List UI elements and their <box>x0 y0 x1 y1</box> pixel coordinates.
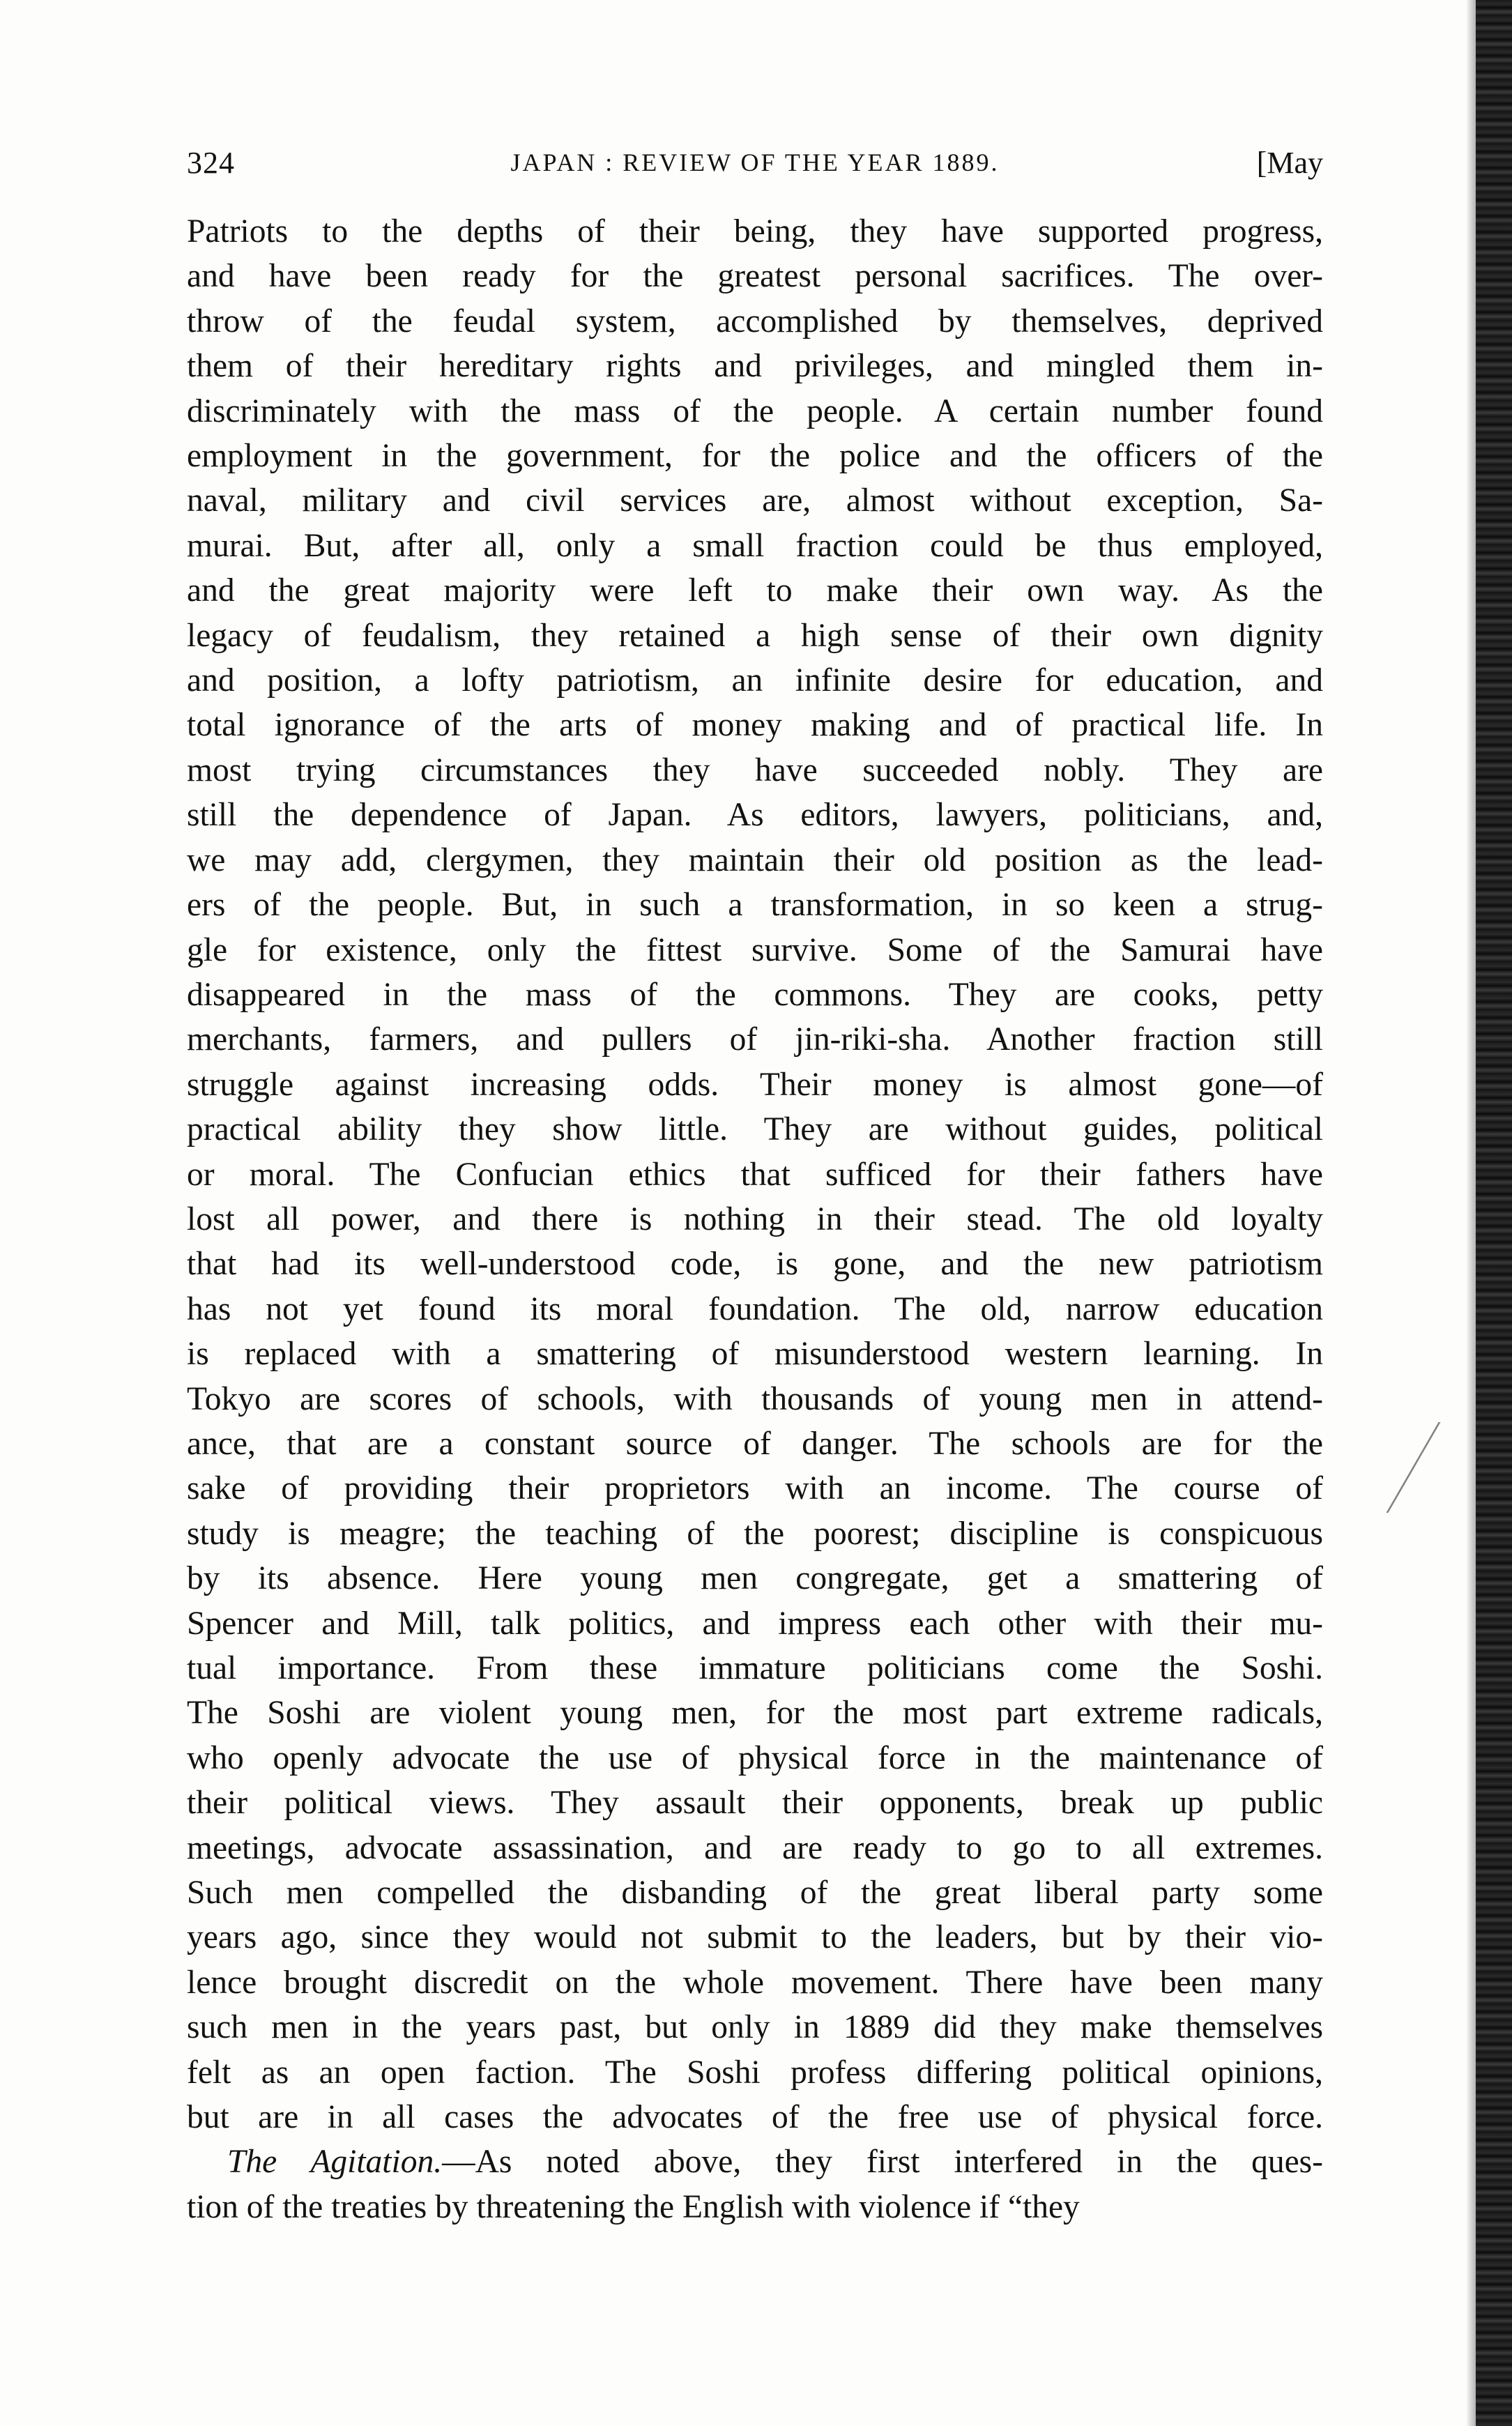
text-line: or moral. The Confucian ethics that sufficed for their fathers have <box>187 1156 1323 1193</box>
text-line: Such men compelled the disbanding of the great liberal party some <box>187 1875 1323 1912</box>
text-line: murai. But, after all, only a small fraction could be thus employed, <box>187 527 1323 564</box>
text-line: but are in all cases the advocates of the free use of physical force. <box>187 2099 1323 2136</box>
page-number: 324 <box>187 146 235 180</box>
body-text <box>187 209 1323 2229</box>
text-line: employment in the government, for the police and the officers of the <box>187 438 1323 475</box>
scan-edge-shadow <box>1466 0 1476 2426</box>
text-line: lence brought discredit on the whole movement. There have been many <box>187 1964 1323 2001</box>
text-line: tion of the treaties by threatening the English with violence if “they <box>187 2188 1080 2225</box>
text-line: them of their hereditary rights and privileges, and mingled them in- <box>187 348 1323 385</box>
page-header <box>187 145 1323 187</box>
text-line: disappeared in the mass of the commons. They are cooks, petty <box>187 976 1323 1013</box>
text-line: discriminately with the mass of the people. A certain number found <box>187 392 1323 429</box>
text-line: Spencer and Mill, talk politics, and impress each other with their mu- <box>187 1605 1323 1642</box>
text-line: Tokyo are scores of schools, with thousands of young men in attend- <box>187 1380 1323 1417</box>
text-line: we may add, clergymen, they maintain their old position as the lead- <box>187 841 1323 878</box>
text-line: throw of the feudal system, accomplished by themselves, deprived <box>187 303 1323 340</box>
text-line: years ago, since they would not submit to the leaders, but by their vio- <box>187 1919 1323 1956</box>
header-month: [May <box>1256 146 1323 180</box>
text-line: sake of providing their proprietors with an income. The course of <box>187 1470 1323 1507</box>
running-title: JAPAN : REVIEW OF THE YEAR 1889. <box>510 148 1000 176</box>
text-span: —As noted above, they first interfered in the ques- <box>442 2144 1323 2181</box>
text-line: legacy of feudalism, they retained a high sense of their own dignity <box>187 617 1323 654</box>
text-line: such men in the years past, but only in 1889 did they make themselves <box>187 2009 1323 2046</box>
text-line: practical ability they show little. They are without guides, political <box>187 1111 1323 1148</box>
text-line: Patriots to the depths of their being, they have supported progress, <box>187 213 1323 250</box>
text-line: study is meagre; the teaching of the poorest; discipline is conspicuous <box>187 1515 1323 1552</box>
text-line: The Soshi are violent young men, for the most part extreme radicals, <box>187 1695 1323 1732</box>
text-line: ers of the people. But, in such a transformation, in so keen a strug- <box>187 887 1323 924</box>
text-line: naval, military and civil services are, almost without exception, Sa- <box>187 482 1323 519</box>
text-line: and position, a lofty patriotism, an infinite desire for education, and <box>187 662 1323 699</box>
text-line: struggle against increasing odds. Their money is almost gone—of <box>187 1066 1323 1103</box>
text-line: is replaced with a smattering of misunderstood western learning. In <box>187 1336 1323 1373</box>
scan-edge-border <box>1476 0 1512 2426</box>
text-line: most trying circumstances they have succeeded nobly. They are <box>187 752 1323 788</box>
text-line: ance, that are a constant source of danger. The schools are for the <box>187 1425 1323 1462</box>
text-line: that had its well-understood code, is gone, and the new patriotism <box>187 1246 1323 1283</box>
text-line: merchants, farmers, and pullers of jin-riki-sha. Another fraction still <box>187 1021 1323 1058</box>
text-line: and have been ready for the greatest personal sacrifices. The over- <box>187 258 1323 295</box>
text-line: lost all power, and there is nothing in their stead. The old loyalty <box>187 1200 1323 1237</box>
text-line: who openly advocate the use of physical force in the maintenance of <box>187 1739 1323 1776</box>
paragraph-start-line <box>187 2139 1323 2184</box>
text-line: by its absence. Here young men congregate, get a smattering of <box>187 1560 1323 1597</box>
text-line: still the dependence of Japan. As editors, lawyers, politicians, and, <box>187 797 1323 834</box>
text-line: gle for existence, only the fittest survive. Some of the Samurai have <box>187 931 1323 968</box>
text-line: tual importance. From these immature politicians come the Soshi. <box>187 1650 1323 1686</box>
text-line: their political views. They assault their opponents, break up public <box>187 1785 1323 1822</box>
text-line: felt as an open faction. The Soshi profess differing political opinions, <box>187 2054 1323 2091</box>
text-line: total ignorance of the arts of money making and of practical life. In <box>187 707 1323 744</box>
section-heading: The Agitation. <box>227 2144 443 2181</box>
text-line: and the great majority were left to make their own way. As the <box>187 572 1323 609</box>
text-line: meetings, advocate assassination, and are ready to go to all extremes. <box>187 1829 1323 1866</box>
text-line: has not yet found its moral foundation. The old, narrow education <box>187 1290 1323 1327</box>
